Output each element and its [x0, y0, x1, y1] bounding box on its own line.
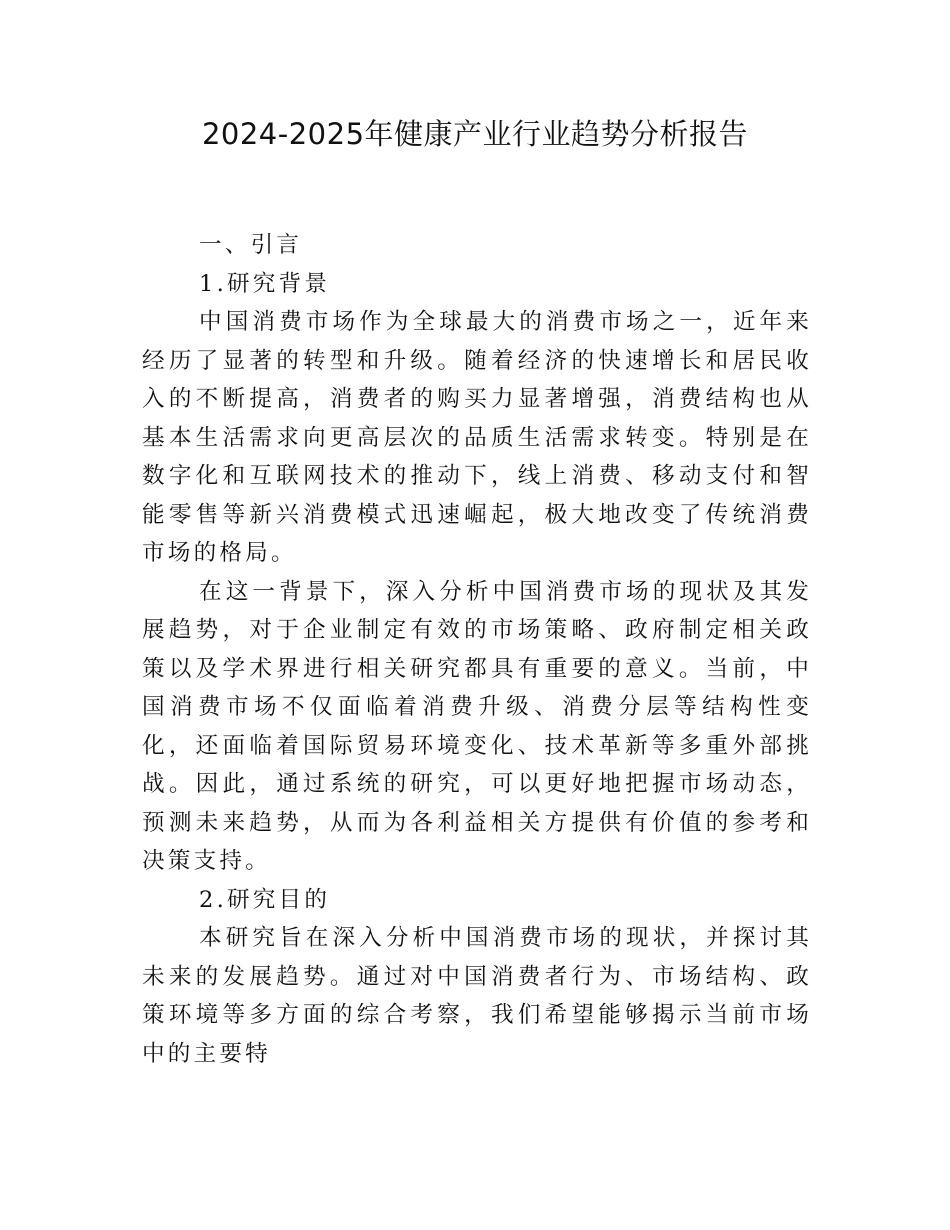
paragraph: 中国消费市场作为全球最大的消费市场之一，近年来经历了显著的转型和升级。随着经济的快速增长和居民收入的不断提高，消费者的购买力显著增强，消费结构也从基本生活需求向更高层次的品质生活需求转变。特别是在数字化和互联网技术的推动下，线上消费、移动支付和智能零售等新兴消费模式迅速崛起，极大地改变了传统消费市场的格局。: [142, 309, 812, 566]
section-heading-introduction: 一、引言: [199, 232, 303, 258]
document-body: [142, 226, 812, 1073]
paragraph: 本研究旨在深入分析中国消费市场的现状，并探讨其未来的发展趋势。通过对中国消费者行为、市场结构、政策环境等多方面的综合考察，我们希望能够揭示当前市场中的主要特: [142, 925, 812, 1067]
subheading-research-purpose: 2.研究目的: [199, 886, 331, 913]
document-title: 2024-2025年健康产业行业趋势分析报告: [201, 117, 749, 151]
paragraph: 在这一背景下，深入分析中国消费市场的现状及其发展趋势，对于企业制定有效的市场策略、政府制定相关政策以及学术界进行相关研究都具有重要的意义。当前，中国消费市场不仅面临着消费升级、消费分层等结构性变化，还面临着国际贸易环境变化、技术革新等多重外部挑战。因此，通过系统的研究，可以更好地把握市场动态，预测未来趋势，从而为各利益相关方提供有价值的参考和决策支持。: [142, 578, 812, 874]
subheading-research-background: 1.研究背景: [199, 270, 331, 297]
